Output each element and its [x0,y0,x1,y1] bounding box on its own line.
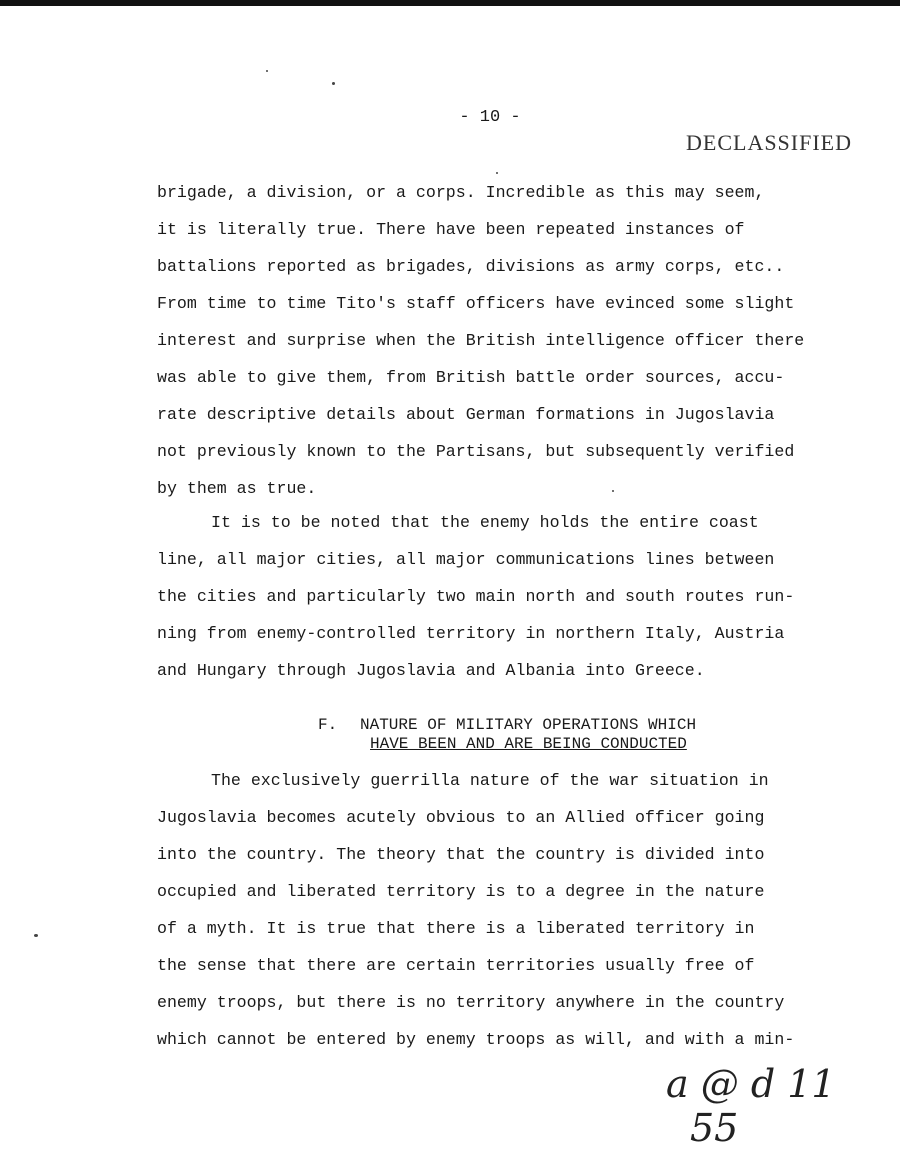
handwritten-annotation: a @ d 11 [666,1062,836,1106]
text-line: ning from enemy-controlled territory in northern Italy, Austria [157,624,785,643]
scan-speck [332,82,335,85]
text-line: occupied and liberated territory is to a degree in the nature [157,882,765,901]
text-line: The exclusively guerrilla nature of the war situation in [211,771,769,790]
page-top-border [0,0,900,6]
text-line: was able to give them, from British battle order sources, accu- [157,368,785,387]
text-line: the sense that there are certain territories usually free of [157,956,755,975]
text-line: brigade, a division, or a corps. Incredible as this may seem, [157,183,765,202]
section-title-line-1: NATURE OF MILITARY OPERATIONS WHICH [360,716,697,734]
text-line: by them as true. [157,479,317,498]
text-line: which cannot be entered by enemy troops as will, and with a min- [157,1030,795,1049]
scan-speck [612,490,614,492]
text-line: It is to be noted that the enemy holds the entire coast [211,513,759,532]
paragraph-2 [157,504,877,689]
section-letter: F. [318,716,338,734]
text-line: and Hungary through Jugoslavia and Albania into Greece. [157,661,705,680]
scan-speck [496,172,498,174]
text-line: of a myth. It is true that there is a liberated territory in [157,919,755,938]
text-line: enemy troops, but there is no territory anywhere in the country [157,993,785,1012]
text-line: line, all major cities, all major communications lines between [157,550,775,569]
text-line: interest and surprise when the British intelligence officer there [157,331,805,350]
paragraph-1 [157,174,877,507]
text-line: Jugoslavia becomes acutely obvious to an Allied officer going [157,808,765,827]
text-line: the cities and particularly two main north and south routes run- [157,587,795,606]
text-line: not previously known to the Partisans, but subsequently verified [157,442,795,461]
text-line: into the country. The theory that the country is divided into [157,845,765,864]
scan-speck [266,70,268,72]
scan-speck [34,934,38,937]
paragraph-3 [157,762,877,1058]
text-line: battalions reported as brigades, divisions as army corps, etc.. [157,257,785,276]
text-line: it is literally true. There have been repeated instances of [157,220,745,239]
declassified-stamp: DECLASSIFIED [686,130,853,155]
text-line: From time to time Tito's staff officers have evinced some slight [157,294,795,313]
section-title-line-2: HAVE BEEN AND ARE BEING CONDUCTED [370,735,687,753]
page-number: - 10 - [459,108,521,127]
handwritten-page-number: 55 [690,1106,739,1150]
text-line: rate descriptive details about German formations in Jugoslavia [157,405,775,424]
